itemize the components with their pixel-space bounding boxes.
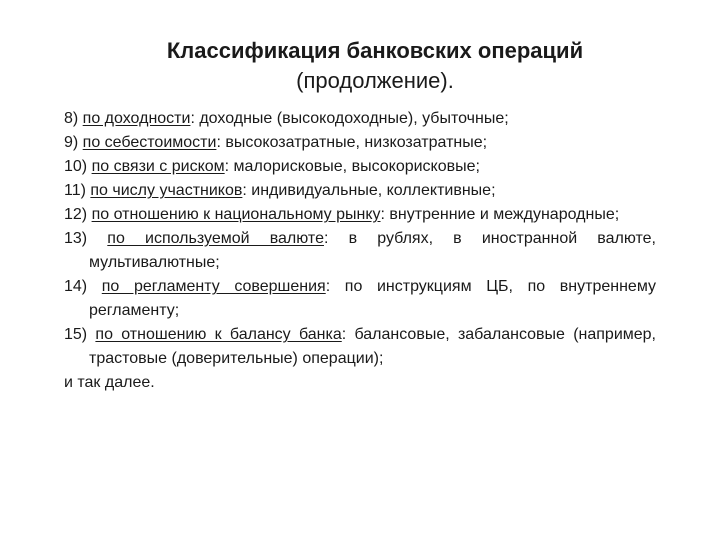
- item-criterion: по доходности: [82, 110, 191, 127]
- list-item: [64, 227, 656, 275]
- item-criterion: по связи с риском: [91, 158, 225, 175]
- item-criterion: по используемой валюте: [107, 230, 324, 247]
- list-item: [64, 275, 656, 323]
- item-text: : в рублях, в иностранной валюте, мультивалютные;: [89, 230, 657, 271]
- item-number: 13): [64, 230, 108, 247]
- item-criterion: по отношению к национальному рынку: [91, 206, 381, 223]
- slide-title-subtitle: (продолжение).: [296, 68, 454, 93]
- list-item: [64, 131, 656, 155]
- item-text: : индивидуальные, коллективные;: [242, 182, 496, 199]
- item-number: 15): [64, 326, 96, 343]
- item-text: : балансовые, забалансовые (например, трастовые (доверительные) операции);: [89, 326, 656, 367]
- slide-title-main: Классификация банковских операций: [166, 38, 584, 63]
- list-item: [64, 203, 656, 227]
- item-criterion: по отношению к балансу банка: [95, 326, 342, 343]
- item-number: 10): [64, 158, 92, 175]
- item-number: 9): [64, 134, 83, 151]
- list-item: [64, 179, 656, 203]
- item-text: : высокозатратные, низкозатратные;: [216, 134, 488, 151]
- item-number: 12): [64, 206, 92, 223]
- list-item: [64, 155, 656, 179]
- list-item: [64, 107, 656, 131]
- footer-text: и так далее.: [64, 374, 155, 391]
- list-item: [64, 323, 656, 371]
- item-text: : доходные (высокодоходные), убыточные;: [190, 110, 509, 127]
- item-criterion: по себестоимости: [82, 134, 217, 151]
- item-criterion: по регламенту совершения: [101, 278, 326, 295]
- item-number: 11): [64, 182, 91, 199]
- item-text: : по инструкциям ЦБ, по внутреннему регламенту;: [89, 278, 657, 319]
- item-criterion: по числу участников: [90, 182, 243, 199]
- classification-list: [64, 107, 656, 395]
- item-text: : малорисковые, высокорисковые;: [224, 158, 480, 175]
- item-number: 14): [64, 278, 102, 295]
- item-number: 8): [64, 110, 83, 127]
- item-text: : внутренние и международные;: [380, 206, 620, 223]
- slide-title: [0, 36, 720, 96]
